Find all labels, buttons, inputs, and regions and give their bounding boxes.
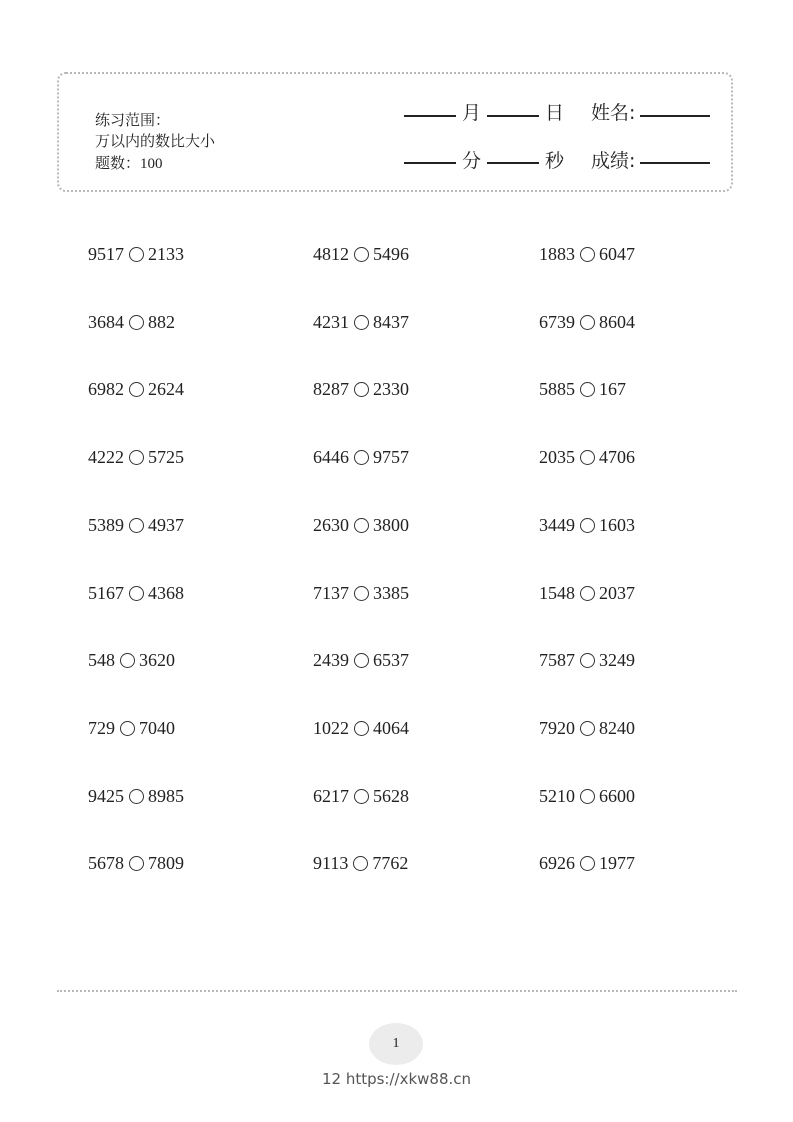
minute-blank[interactable] xyxy=(404,162,456,164)
left-number: 4222 xyxy=(88,446,124,467)
right-number: 3620 xyxy=(139,649,175,670)
right-number: 7762 xyxy=(372,852,409,873)
day-blank[interactable] xyxy=(487,115,539,117)
question-count-value: 100 xyxy=(140,156,163,172)
right-number: 4064 xyxy=(373,717,409,738)
answer-circle[interactable] xyxy=(129,382,144,397)
right-number: 7040 xyxy=(139,717,175,738)
left-number: 7920 xyxy=(539,717,575,738)
answer-circle[interactable] xyxy=(129,315,144,330)
left-number: 5167 xyxy=(88,582,124,603)
month-label: 月 xyxy=(462,102,482,124)
comparison-problem xyxy=(539,784,635,808)
comparison-problem xyxy=(313,581,409,605)
name-label: 姓名: xyxy=(591,102,636,124)
minute-label: 分 xyxy=(462,150,482,172)
left-number: 1548 xyxy=(539,582,575,603)
comparison-problem xyxy=(313,648,409,672)
left-number: 4231 xyxy=(313,311,349,332)
answer-circle[interactable] xyxy=(354,721,369,736)
comparison-problem xyxy=(313,716,409,740)
answer-circle[interactable] xyxy=(354,653,369,668)
answer-circle[interactable] xyxy=(580,789,595,804)
answer-circle[interactable] xyxy=(580,247,595,262)
left-number: 3449 xyxy=(539,514,575,535)
right-number: 882 xyxy=(148,311,175,332)
left-number: 9425 xyxy=(88,785,124,806)
comparison-problem xyxy=(88,851,184,875)
comparison-problem xyxy=(313,242,409,266)
answer-circle[interactable] xyxy=(580,315,595,330)
left-number: 6446 xyxy=(313,446,349,467)
answer-circle[interactable] xyxy=(580,382,595,397)
left-number: 1022 xyxy=(313,717,349,738)
right-number: 5628 xyxy=(373,785,409,806)
right-number: 1603 xyxy=(599,514,635,535)
left-number: 5678 xyxy=(88,852,124,873)
right-number: 6047 xyxy=(599,243,635,264)
comparison-problem xyxy=(539,445,635,469)
right-number: 167 xyxy=(599,378,626,399)
right-number: 3249 xyxy=(599,649,635,670)
left-number: 1883 xyxy=(539,243,575,264)
comparison-problem xyxy=(313,377,409,401)
answer-circle[interactable] xyxy=(354,518,369,533)
day-label: 日 xyxy=(545,102,565,124)
answer-circle[interactable] xyxy=(129,450,144,465)
left-number: 4812 xyxy=(313,243,349,264)
answer-circle[interactable] xyxy=(580,586,595,601)
answer-circle[interactable] xyxy=(580,856,595,871)
comparison-problem xyxy=(313,310,409,334)
answer-circle[interactable] xyxy=(354,789,369,804)
answer-circle[interactable] xyxy=(129,856,144,871)
right-number: 8240 xyxy=(599,717,635,738)
comparison-problem xyxy=(88,648,175,672)
answer-circle[interactable] xyxy=(129,586,144,601)
left-number: 9113 xyxy=(313,852,349,873)
month-blank[interactable] xyxy=(404,115,456,117)
left-number: 9517 xyxy=(88,243,124,264)
left-number: 6982 xyxy=(88,378,124,399)
left-number: 729 xyxy=(88,717,115,738)
right-number: 2037 xyxy=(599,582,635,603)
left-number: 2035 xyxy=(539,446,575,467)
practice-scope-label: 练习范围： xyxy=(95,111,171,129)
left-number: 6926 xyxy=(539,852,575,873)
left-number: 5885 xyxy=(539,378,575,399)
left-number: 548 xyxy=(88,649,115,670)
left-number: 2439 xyxy=(313,649,349,670)
answer-circle[interactable] xyxy=(354,315,369,330)
right-number: 8604 xyxy=(599,311,635,332)
comparison-problem xyxy=(88,242,184,266)
answer-circle[interactable] xyxy=(129,518,144,533)
right-number: 6600 xyxy=(599,785,635,806)
right-number: 2330 xyxy=(373,378,409,399)
comparison-problem xyxy=(539,581,635,605)
right-number: 4937 xyxy=(148,514,184,535)
left-number: 7587 xyxy=(539,649,575,670)
answer-circle[interactable] xyxy=(354,247,369,262)
footer-divider xyxy=(57,990,737,992)
comparison-problem xyxy=(539,310,635,334)
comparison-problem xyxy=(88,784,184,808)
source-watermark: 12 https://xkw88.cn xyxy=(321,1070,472,1088)
answer-circle[interactable] xyxy=(354,382,369,397)
right-number: 8437 xyxy=(373,311,409,332)
comparison-problem xyxy=(539,648,635,672)
right-number: 2133 xyxy=(148,243,184,264)
right-number: 7809 xyxy=(148,852,184,873)
right-number: 3800 xyxy=(373,514,409,535)
answer-circle[interactable] xyxy=(129,789,144,804)
answer-circle[interactable] xyxy=(120,721,135,736)
right-number: 9757 xyxy=(373,446,409,467)
answer-circle[interactable] xyxy=(120,653,135,668)
right-number: 6537 xyxy=(373,649,409,670)
comparison-problem xyxy=(88,716,175,740)
practice-scope-value: 万以内的数比大小 xyxy=(95,132,216,150)
comparison-problem xyxy=(539,716,635,740)
second-label: 秒 xyxy=(545,150,565,172)
left-number: 5389 xyxy=(88,514,124,535)
left-number: 2630 xyxy=(313,514,349,535)
comparison-problem xyxy=(88,377,184,401)
right-number: 3385 xyxy=(373,582,409,603)
left-number: 5210 xyxy=(539,785,575,806)
page-number: 1 xyxy=(369,1023,423,1065)
name-blank[interactable] xyxy=(640,115,710,117)
question-count-label: 题数： xyxy=(95,154,141,172)
left-number: 7137 xyxy=(313,582,349,603)
comparison-problem xyxy=(88,445,184,469)
right-number: 5496 xyxy=(373,243,409,264)
comparison-problem xyxy=(313,445,409,469)
answer-circle[interactable] xyxy=(129,247,144,262)
comparison-problem xyxy=(539,851,635,875)
answer-circle[interactable] xyxy=(580,450,595,465)
question-count xyxy=(95,152,163,173)
right-number: 4706 xyxy=(599,446,635,467)
second-blank[interactable] xyxy=(487,162,539,164)
comparison-problem xyxy=(313,513,409,537)
score-blank[interactable] xyxy=(640,162,710,164)
comparison-problem xyxy=(539,377,626,401)
comparison-problem xyxy=(539,513,635,537)
answer-circle[interactable] xyxy=(354,586,369,601)
left-number: 6217 xyxy=(313,785,349,806)
left-number: 3684 xyxy=(88,311,124,332)
comparison-problem xyxy=(88,581,184,605)
answer-circle[interactable] xyxy=(580,721,595,736)
right-number: 1977 xyxy=(599,852,635,873)
comparison-problem xyxy=(313,851,408,875)
right-number: 5725 xyxy=(148,446,184,467)
right-number: 2624 xyxy=(148,378,184,399)
left-number: 6739 xyxy=(539,311,575,332)
comparison-problem xyxy=(539,242,635,266)
right-number: 4368 xyxy=(148,582,184,603)
left-number: 8287 xyxy=(313,378,349,399)
comparison-problem xyxy=(88,310,175,334)
comparison-problem xyxy=(88,513,184,537)
answer-circle[interactable] xyxy=(580,518,595,533)
score-label: 成绩: xyxy=(591,150,636,172)
answer-circle[interactable] xyxy=(580,653,595,668)
right-number: 8985 xyxy=(148,785,184,806)
answer-circle[interactable] xyxy=(353,856,368,871)
comparison-problem xyxy=(313,784,409,808)
answer-circle[interactable] xyxy=(354,450,369,465)
